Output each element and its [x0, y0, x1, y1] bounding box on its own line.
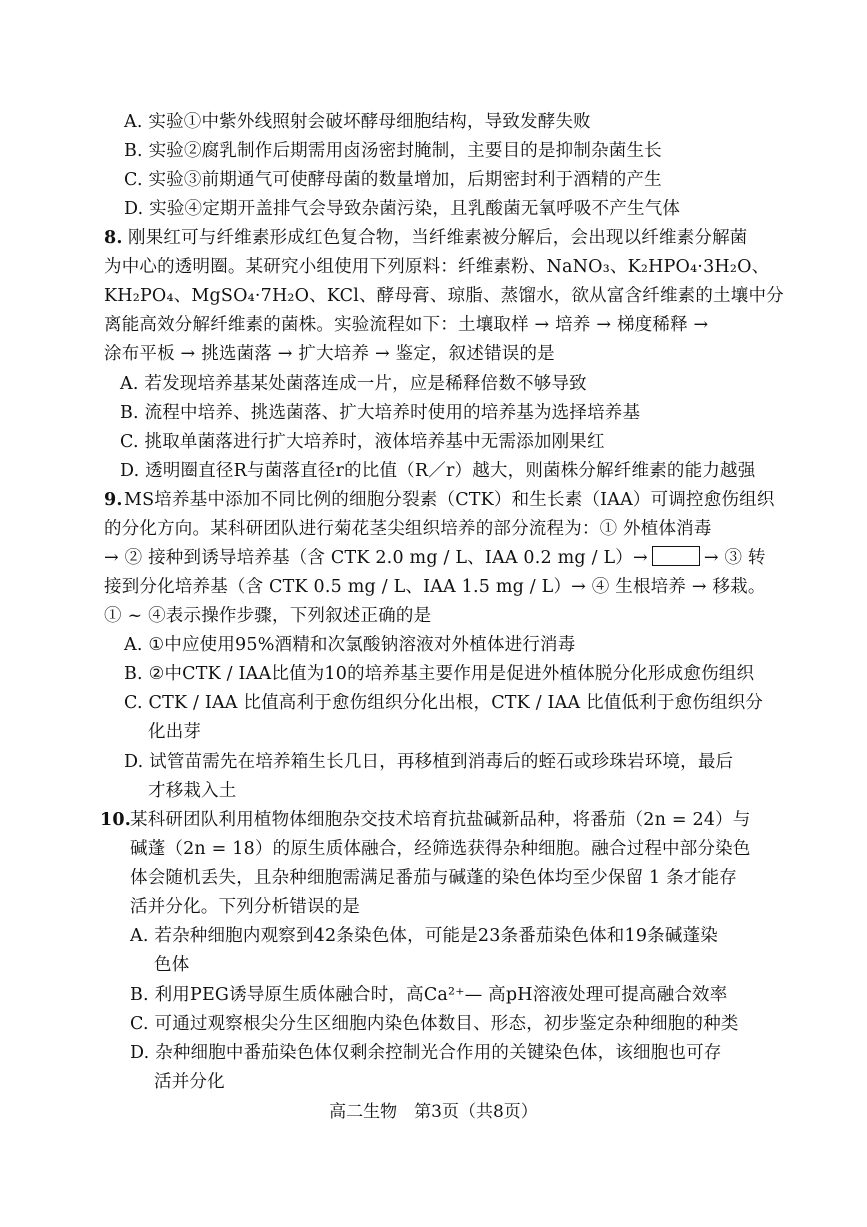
q9-stem-line: → ③ 转 [703, 548, 766, 568]
q10-stem-line: 某科研团队利用植物体细胞杂交技术培育抗盐碱新品种，将番茄（2n = 24）与 [130, 810, 751, 830]
q10-option-d: D. 杂种细胞中番茄染色体仅剩余控制光合作用的关键染色体，该细胞也可存 [130, 1043, 722, 1063]
q8-option-a: A. 若发现培养基某处菌落连成一片，应是稀释倍数不够导致 [120, 374, 587, 394]
q9-option-c-cont: 化出芽 [148, 722, 202, 742]
q9-number: 9. [104, 490, 123, 510]
q7-option-b: B. 实验②腐乳制作后期需用卤汤密封腌制，主要目的是抑制杂菌生长 [124, 141, 662, 161]
q9-stem-line: ① ~ ④表示操作步骤，下列叙述正确的是 [104, 606, 432, 626]
q10-number: 10. [100, 810, 132, 830]
q9-option-c: C. CTK / IAA 比值高利于愈伤组织分化出根，CTK / IAA 比值低利于愈伤组织分 [124, 693, 764, 713]
answer-blank-box [652, 546, 700, 566]
q8-stem-line: 离能高效分解纤维素的菌株。实验流程如下：土壤取样 → 培养 → 梯度稀释 → [104, 315, 709, 335]
q8-option-c: C. 挑取单菌落进行扩大培养时，液体培养基中无需添加刚果红 [120, 432, 605, 452]
q8-stem-line: 为中心的透明圈。某研究小组使用下列原料：纤维素粉、NaNO₃、K₂HPO₄·3H₂O、 [104, 257, 770, 277]
q9-stem-line-with-blank [104, 544, 766, 573]
q10-stem-line: 体会随机丢失，且杂种细胞需满足番茄与碱蓬的染色体均至少保留 1 条才能存 [130, 868, 737, 888]
q10-option-d-cont: 活并分化 [154, 1072, 225, 1092]
q9-option-b: B. ②中CTK / IAA比值为10的培养基主要作用是促进外植体脱分化形成愈伤组织 [124, 664, 755, 684]
page-footer: 高二生物 第3页（共8页） [329, 1102, 538, 1122]
q8-number: 8. [104, 228, 123, 248]
q10-stem-line: 碱蓬（2n = 18）的原生质体融合，经筛选获得杂种细胞。融合过程中部分染色 [130, 839, 751, 859]
q9-option-a: A. ①中应使用95%酒精和次氯酸钠溶液对外植体进行消毒 [124, 635, 576, 655]
q7-option-c: C. 实验③前期通气可使酵母菌的数量增加，后期密封利于酒精的产生 [124, 170, 662, 190]
q10-option-a-cont: 色体 [154, 955, 190, 975]
q10-option-a: A. 若杂种细胞内观察到42条染色体，可能是23条番茄染色体和19条碱蓬染 [130, 926, 718, 946]
q9-option-d: D. 试管苗需先在培养箱生长几日，再移植到消毒后的蛭石或珍珠岩环境，最后 [124, 752, 734, 772]
q10-stem-line: 活并分化。下列分析错误的是 [130, 897, 361, 917]
q8-stem-line: 涂布平板 → 挑选菌落 → 扩大培养 → 鉴定，叙述错误的是 [104, 344, 555, 364]
q8-stem-line: KH₂PO₄、MgSO₄·7H₂O、KCl、酵母膏、琼脂、蒸馏水，欲从富含纤维素的土壤中分 [104, 286, 784, 306]
q10-option-b: B. 利用PEG诱导原生质体融合时，高Ca²⁺— 高pH溶液处理可提高融合效率 [130, 985, 728, 1005]
q9-option-d-cont: 才移栽入土 [148, 781, 237, 801]
q8-stem-line: 刚果红可与纤维素形成红色复合物，当纤维素被分解后，会出现以纤维素分解菌 [128, 228, 748, 248]
q7-option-a: A. 实验①中紫外线照射会破坏酵母细胞结构，导致发酵失败 [124, 112, 591, 132]
q9-stem-line: → ② 接种到诱导培养基（含 CTK 2.0 mg / L、IAA 0.2 mg / L）→ [104, 548, 648, 568]
q10-option-c: C. 可通过观察根尖分生区细胞内染色体数目、形态，初步鉴定杂种细胞的种类 [130, 1014, 739, 1034]
q8-option-b: B. 流程中培养、挑选菌落、扩大培养时使用的培养基为选择培养基 [120, 403, 641, 423]
q7-option-d: D. 实验④定期开盖排气会导致杂菌污染，且乳酸菌无氧呼吸不产生气体 [124, 199, 681, 219]
q9-stem-line: 的分化方向。某科研团队进行菊花茎尖组织培养的部分流程为：① 外植体消毒 [104, 519, 712, 539]
q8-option-d: D. 透明圈直径R与菌落直径r的比值（R／r）越大，则菌株分解纤维素的能力越强 [120, 461, 756, 481]
q9-stem-line: MS培养基中添加不同比例的细胞分裂素（CTK）和生长素（IAA）可调控愈伤组织 [124, 490, 775, 510]
q9-stem-line: 接到分化培养基（含 CTK 0.5 mg / L、IAA 1.5 mg / L）→ ④ 生根培养 → 移栽。 [104, 577, 766, 597]
